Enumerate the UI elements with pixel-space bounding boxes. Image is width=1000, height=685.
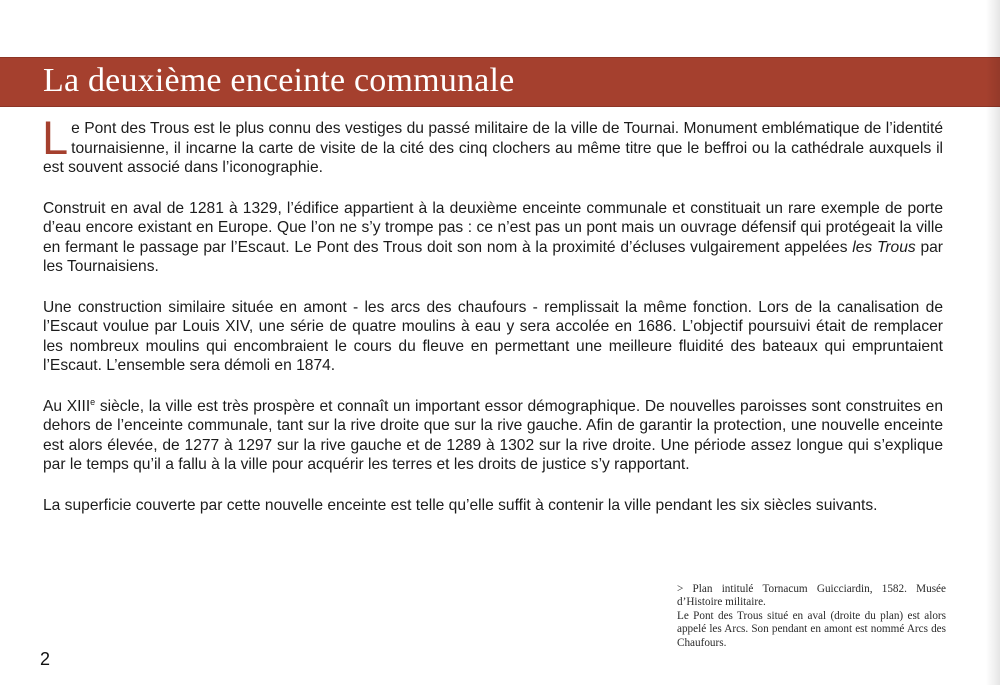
century-superscript: e bbox=[90, 396, 96, 407]
paragraph-2-italic: les Trous bbox=[852, 238, 916, 256]
page-edge-shadow bbox=[986, 0, 1000, 685]
paragraph-1-text: e Pont des Trous est le plus connu des vestiges du passé militaire de la ville de Tournai. Monument emblématique de l’identité tournaisienne, il incarne la carte de visite de la cité des cinq clochers au même titre que le beffroi ou la cathédrale auxquels il est souvent associé dans l’iconographie. bbox=[43, 120, 943, 176]
caption-line-1: > Plan intitulé Tornacum Guicciardin, 1582. Musée d’Histoire militaire. bbox=[677, 583, 946, 609]
paragraph-4 bbox=[43, 397, 943, 475]
paragraph-3-text: Une construction similaire située en amont - les arcs des chaufours - remplissait la même fonction. Lors de la canalisation de l’Escaut voulue par Louis XIV, une série de quatre moulins à eau y sera accolée en 1686. L’objectif poursuivi était de remplacer les nombreux moulins qui encombraient le cours du fleuve en permettant une meilleure fluidité des bateaux qui empruntaient l’Escaut. L’ensemble sera démoli en 1874. bbox=[43, 298, 943, 374]
paragraph-2-text-after: par les Tournaisiens. bbox=[43, 238, 943, 275]
paragraph-4-text-after: siècle, la ville est très prospère et connaît un important essor démographique. De nouvelles paroisses sont construites en dehors de l’enceinte communale, tant sur la rive droite que sur la rive gauche. Afin de garantir la protection, une nouvelle enceinte est alors élevée, de 1277 à 1297 sur la rive gauche et de 1289 à 1302 sur la rive droite. Une période assez longue qui s’explique par le temps qu’il a fallu à la ville pour acquérir les terres et les droits de justice s’y rapportant. bbox=[43, 397, 943, 473]
paragraph-3 bbox=[43, 298, 943, 376]
paragraph-4-text-before: Au XIII bbox=[43, 397, 91, 415]
image-caption bbox=[677, 583, 946, 650]
paragraph-5 bbox=[43, 496, 943, 516]
title-band bbox=[0, 57, 1000, 107]
paragraph-2-text-before: Construit en aval de 1281 à 1329, l’édifice appartient à la deuxième enceinte communale et constituait un rare exemple de porte d’eau encore existant en Europe. Que l’on ne s’y trompe pas : ce n’est pas un pont mais un ouvrage défensif qui protégeait la ville en fermant le passage par l’Escaut. Le Pont des Trous doit son nom à la proximité d’écluses vulgairement appelées bbox=[43, 199, 943, 256]
page-number: 2 bbox=[40, 649, 51, 669]
paragraph-5-text: La superficie couverte par cette nouvelle enceinte est telle qu’elle suffit à contenir la ville pendant les six siècles suivants. bbox=[43, 496, 878, 514]
paragraph-1 bbox=[42, 111, 943, 178]
paragraph-2 bbox=[43, 199, 943, 277]
body-text bbox=[42, 111, 943, 536]
caption-line-2: Le Pont des Trous situé en aval (droite du plan) est alors appelé les Arcs. Son pendant en amont est nommé Arcs des Chaufours. bbox=[677, 609, 946, 649]
drop-cap: L bbox=[42, 111, 69, 164]
page-title: La deuxième enceinte communale bbox=[43, 62, 515, 99]
